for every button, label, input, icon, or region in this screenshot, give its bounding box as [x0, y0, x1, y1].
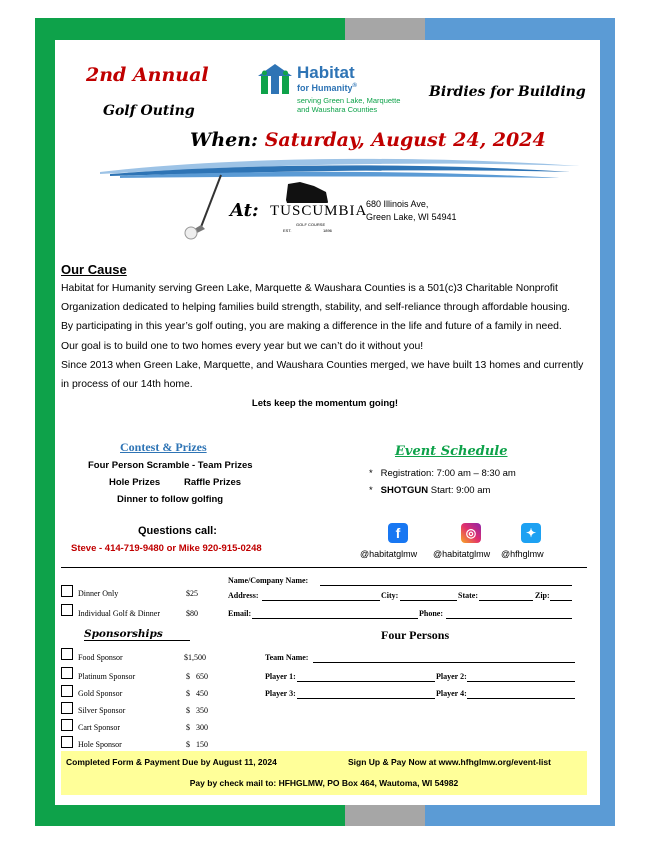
cause-paragraph — [61, 279, 601, 394]
dinner-only-price: $25 — [186, 589, 198, 598]
payment-due-text: Completed Form & Payment Due by August 11, 2024 — [66, 757, 277, 767]
platinum-sponsor-price: $ 650 — [186, 672, 208, 681]
contest-hole-prizes: Hole Prizes — [109, 477, 161, 488]
player3-label: Player 3: — [265, 689, 296, 698]
contest-scramble: Four Person Scramble - Team Prizes — [88, 460, 253, 471]
cause-line: Organization dedicated to helping families build strength, stability, and self-reliance through affordable housing. — [61, 302, 571, 314]
contest-dinner: Dinner to follow golfing — [117, 494, 224, 505]
sponsorships-heading: Sponsorships — [84, 628, 163, 640]
name-field[interactable] — [320, 575, 572, 586]
food-sponsor-checkbox[interactable] — [61, 648, 73, 660]
address-field[interactable] — [262, 590, 380, 601]
four-persons-heading: Four Persons — [381, 628, 450, 642]
payment-footer-box — [61, 751, 587, 795]
facebook-handle[interactable]: @habitatglmw — [360, 549, 418, 559]
bullet-icon: * — [369, 468, 373, 479]
instagram-handle[interactable]: @habitatglmw — [433, 549, 491, 559]
cause-heading: Our Cause — [61, 262, 127, 277]
platinum-sponsor-label: Platinum Sponsor — [78, 672, 136, 681]
venue-address-line2: Green Lake, WI 54941 — [366, 212, 457, 222]
questions-heading: Questions call: — [138, 525, 217, 537]
cart-sponsor-checkbox[interactable] — [61, 719, 73, 731]
tuscumbia-name: TUSCUMBIA — [270, 203, 368, 219]
tuscumbia-year: 1896 — [323, 228, 332, 233]
annual-heading: 2nd Annual — [86, 64, 209, 86]
hole-sponsor-price: $ 150 — [186, 740, 208, 749]
bullet-icon: * — [369, 485, 373, 496]
golf-dinner-price: $80 — [186, 609, 198, 618]
player3-field[interactable] — [297, 688, 435, 699]
instagram-icon[interactable]: ◎ — [461, 523, 481, 543]
habitat-logo-name: Habitat — [297, 63, 355, 82]
questions-contacts: Steve - 414-719-9480 or Mike 920-915-0248 — [71, 543, 262, 554]
contest-heading: Contest & Prizes — [120, 440, 207, 454]
mail-address-text: Pay by check mail to: HFHGLMW, PO Box 464, Wautoma, WI 54982 — [189, 778, 459, 788]
team-name-field[interactable] — [313, 652, 575, 663]
twitter-icon[interactable]: ✦ — [521, 523, 541, 543]
state-label: State: — [458, 591, 478, 600]
contest-raffle-prizes: Raffle Prizes — [184, 477, 242, 488]
cause-line: Since 2013 when Green Lake, Marquette, and Waushara Counties merged, we have built 13 homes and currently — [61, 359, 584, 371]
gold-sponsor-label: Gold Sponsor — [78, 689, 123, 698]
tuscumbia-est: EST. — [283, 228, 292, 233]
player4-label: Player 4: — [436, 689, 467, 698]
momentum-text: Lets keep the momentum going! — [251, 398, 399, 409]
email-field[interactable] — [252, 608, 418, 619]
when-line: When: Saturday, August 24, 2024 — [190, 129, 546, 151]
phone-field[interactable] — [446, 608, 572, 619]
name-label: Name/Company Name: — [228, 576, 309, 585]
habitat-serving-line1: serving Green Lake, Marquette — [297, 96, 401, 105]
silver-sponsor-checkbox[interactable] — [61, 702, 73, 714]
zip-label: Zip: — [535, 591, 550, 600]
signup-link[interactable]: Sign Up & Pay Now at www.hfhglmw.org/event-list — [348, 757, 551, 767]
phone-label: Phone: — [419, 609, 443, 618]
hole-sponsor-label: Hole Sponsor — [78, 740, 122, 749]
gold-sponsor-checkbox[interactable] — [61, 685, 73, 697]
cause-line: in process of our 14th home. — [61, 379, 193, 391]
twitter-handle[interactable]: @hfhglmw — [501, 549, 544, 559]
food-sponsor-label: Food Sponsor — [78, 653, 123, 662]
platinum-sponsor-checkbox[interactable] — [61, 667, 73, 679]
golf-club-icon — [183, 173, 228, 241]
dinner-only-label: Dinner Only — [78, 589, 119, 598]
habitat-logo-sub: for Humanity® — [297, 83, 357, 93]
schedule-registration: * Registration: 7:00 am – 8:30 am — [369, 468, 516, 479]
cause-line: Our goal is to build one to two homes every year but we can’t do it without you! — [61, 340, 424, 352]
player4-field[interactable] — [467, 688, 575, 699]
state-field[interactable] — [479, 590, 533, 601]
cause-line: Habitat for Humanity serving Green Lake, Marquette & Waushara Counties is a 501(c)3 Charitable Nonprofit — [61, 283, 558, 294]
player2-field[interactable] — [467, 671, 575, 682]
team-name-label: Team Name: — [265, 653, 309, 662]
player1-label: Player 1: — [265, 672, 296, 681]
city-field[interactable] — [400, 590, 457, 601]
sponsorships-underline — [84, 640, 190, 641]
schedule-shotgun: * SHOTGUN Start: 9:00 am — [369, 485, 491, 496]
gold-sponsor-price: $ 450 — [186, 689, 208, 698]
facebook-icon[interactable]: f — [388, 523, 408, 543]
schedule-heading: Event Schedule — [395, 444, 508, 459]
email-label: Email: — [228, 609, 252, 618]
tagline: Birdies for Building — [429, 84, 586, 100]
player2-label: Player 2: — [436, 672, 467, 681]
address-label: Address: — [228, 591, 259, 600]
at-label: At: — [230, 200, 259, 221]
food-sponsor-price: $1,500 — [184, 653, 206, 662]
tuscumbia-sub: GOLF COURSE — [296, 222, 326, 227]
habitat-house-icon — [255, 62, 295, 98]
dinner-only-checkbox[interactable] — [61, 585, 73, 597]
habitat-serving-line2: and Waushara Counties — [297, 105, 378, 114]
zip-field[interactable] — [550, 590, 572, 601]
golf-outing-heading: Golf Outing — [103, 103, 195, 119]
silver-sponsor-label: Silver Sponsor — [78, 706, 126, 715]
silver-sponsor-price: $ 350 — [186, 706, 208, 715]
hole-sponsor-checkbox[interactable] — [61, 736, 73, 748]
city-label: City: — [381, 591, 399, 600]
form-divider — [61, 567, 587, 568]
cause-line: By participating in this year’s golf outing, you are making a difference in the life and future of a family in need. — [61, 321, 562, 333]
cart-sponsor-label: Cart Sponsor — [78, 723, 120, 732]
player1-field[interactable] — [297, 671, 435, 682]
venue-address-line1: 680 Illinois Ave, — [366, 199, 429, 209]
golf-dinner-checkbox[interactable] — [61, 604, 73, 616]
golf-dinner-label: Individual Golf & Dinner — [78, 609, 160, 618]
cart-sponsor-price: $ 300 — [186, 723, 208, 732]
